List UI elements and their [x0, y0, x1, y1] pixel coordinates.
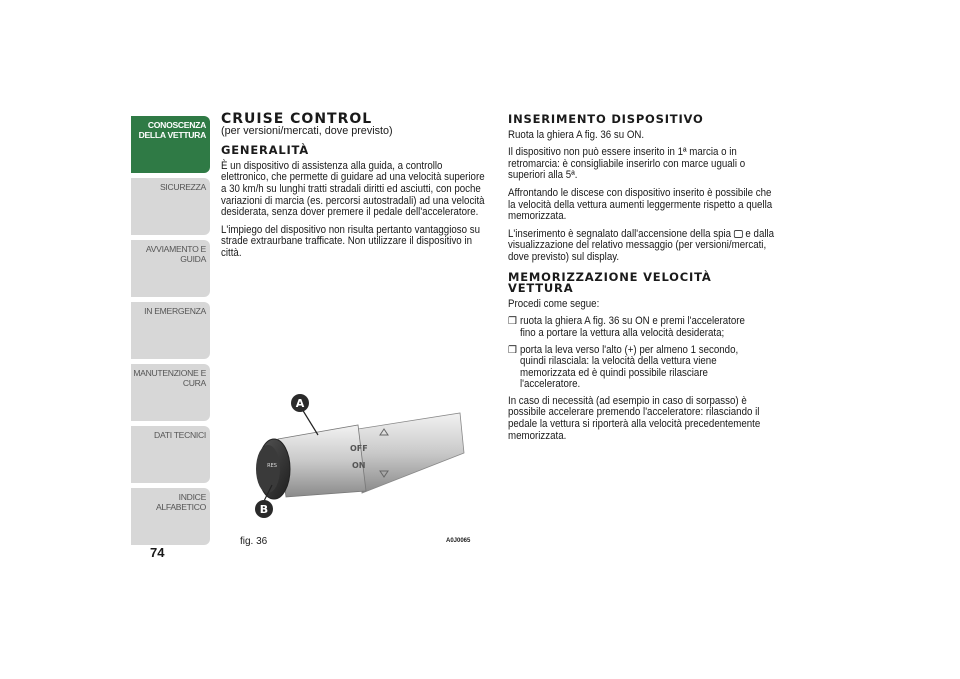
bullet-mark: ❒ [508, 316, 517, 328]
section-subtitle: (per versioni/mercati, dove previsto) [221, 124, 393, 137]
figure-code: A0J0065 [446, 538, 471, 544]
paragraph: In caso di necessità (ad esempio in caso di sorpasso) è possibile accelerare premendo l'acceleratore: rilasciando il pedale la vettura si riporterà alla velocità precedentemente memorizzata. [508, 394, 761, 442]
heading-generalita: GENERALITÀ [221, 143, 309, 158]
heading-inserimento: INSERIMENTO DISPOSITIVO [508, 112, 704, 126]
paragraph: Ruota la ghiera A fig. 36 su ON. [508, 128, 645, 141]
on-label: ON [352, 461, 366, 470]
paragraph: Procedi come segue: [508, 297, 600, 310]
paragraph-part: e dalla visualizzazione del relativo messaggio (per versioni/mercati, dove previsto) sul display. [508, 227, 775, 263]
page-number: 74 [150, 545, 165, 560]
paragraph: È un dispositivo di assistenza alla guida, a controllo elettronico, che permette di guidare ad una velocità superiore a 30 km/h su lunghi tratti stradali diritti ed asciutti, con poche variazioni di marcia (es. percorsi autostradali) ad una velocità desiderata, senza dover premere il pedale dell'acceleratore. [221, 159, 485, 219]
stalk-illustration [238, 373, 474, 533]
paragraph [508, 229, 776, 264]
tab-manutenzione[interactable]: MANUTENZIONE E CURA [131, 364, 210, 421]
paragraph: Affrontando le discese con dispositivo inserito è possibile che la velocità della vettura aumenti leggermente rispetto a quella memorizzata. [508, 186, 773, 223]
list-item [508, 345, 776, 391]
tab-dati-tecnici[interactable]: DATI TECNICI [131, 426, 210, 483]
res-label: RES [267, 463, 277, 469]
callout-b: B [259, 503, 269, 516]
paragraph: Il dispositivo non può essere inserito in 1ª marcia o in retromarcia: è consigliabile inserirlo con marce uguali o superiori alla 5ª. [508, 146, 746, 182]
section-title: CRUISE CONTROL [221, 111, 373, 127]
paragraph: L'impiego del dispositivo non risulta pertanto vantaggioso su strade extraurbane trafficate. Non utilizzare il dispositivo in città. [221, 223, 480, 259]
heading-memorizzazione: MEMORIZZAZIONE VELOCITÀ VETTURA [508, 269, 712, 296]
tab-emergenza[interactable]: IN EMERGENZA [131, 302, 210, 359]
tab-sicurezza[interactable]: SICUREZZA [131, 178, 210, 235]
list-item-text: porta la leva verso l'alto (+) per almeno 1 secondo, quindi rilasciala: la velocità della vettura viene memorizzata ed è quindi possibile rilasciare l'acceleratore. [520, 343, 739, 391]
tab-conoscenza[interactable]: CONOSCENZA DELLA VETTURA [131, 116, 210, 173]
bullet-mark: ❒ [508, 344, 517, 356]
tab-avviamento[interactable]: AVVIAMENTO E GUIDA [131, 240, 210, 297]
left-column [221, 111, 489, 266]
tab-indice[interactable]: INDICE ALFABETICO [131, 488, 210, 545]
figure-caption: fig. 36 [240, 536, 268, 547]
right-column [508, 114, 776, 448]
list-item [508, 316, 776, 339]
paragraph-part: L'inserimento è segnalato dall'accensione della spia [508, 227, 732, 240]
off-label: OFF [350, 444, 368, 453]
list-item-text: ruota la ghiera A fig. 36 su ON e premi l'acceleratore fino a portare la vettura alla velocità desiderata; [520, 315, 745, 339]
callout-a: A [295, 397, 305, 410]
cruise-warning-icon [734, 230, 743, 238]
